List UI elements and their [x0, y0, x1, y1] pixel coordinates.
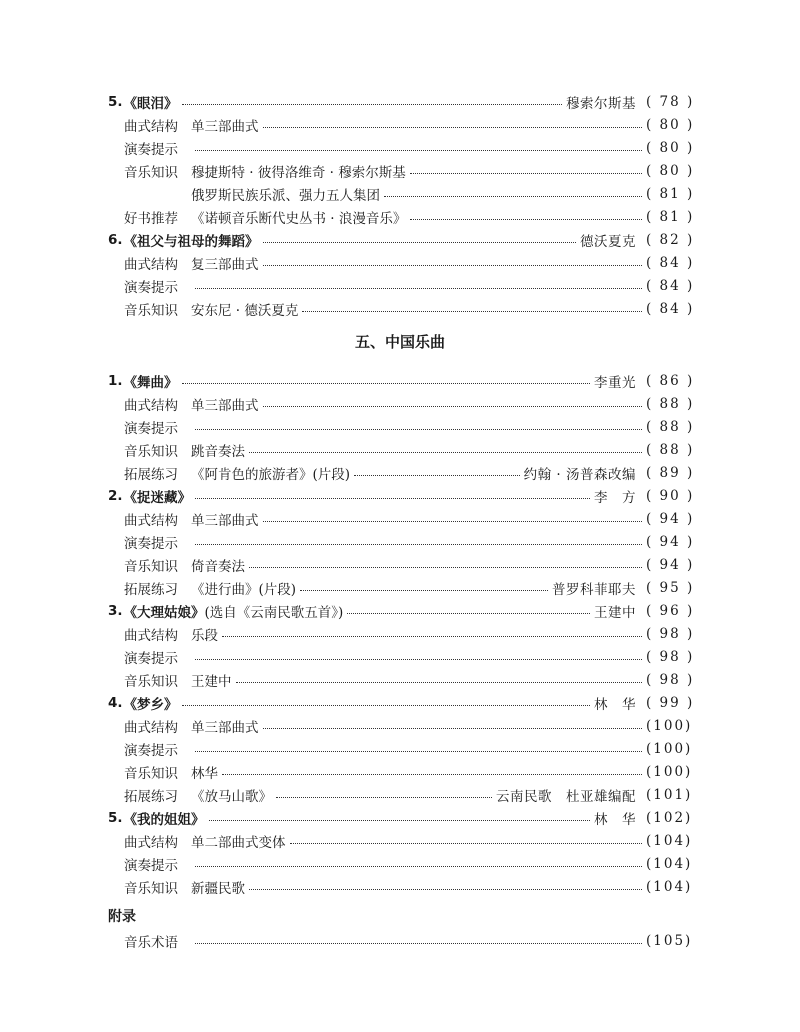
entry-category: 音乐知识 [124, 765, 178, 782]
entry-author: 穆索尔斯基 [566, 95, 636, 112]
entry-text: 单三部曲式 [191, 397, 259, 414]
dot-leader [236, 682, 643, 683]
entry-number: 3. [108, 602, 123, 619]
entry-category: 曲式结构 [124, 512, 178, 529]
entry-title: 《大理姑娘》 [123, 604, 205, 621]
entry-category: 曲式结构 [124, 118, 178, 135]
entry-category: 音乐知识 [124, 164, 178, 181]
entry-author: 林 华 [594, 811, 636, 828]
dot-leader [195, 866, 642, 867]
page-number: (104) [646, 878, 693, 895]
page-number: ( 98 ) [646, 671, 695, 688]
entry-category: 演奏提示 [124, 279, 178, 296]
entry-author: 林 华 [594, 696, 636, 713]
dot-leader [410, 219, 642, 220]
dot-leader [263, 242, 576, 243]
entry-category: 演奏提示 [124, 420, 178, 437]
toc-subentry [124, 274, 695, 297]
entry-title: 《捉迷藏》 [123, 489, 192, 506]
toc-subentry [124, 875, 692, 898]
entry-title: 《我的姐姐》 [123, 811, 205, 828]
dot-leader [249, 452, 642, 453]
page-number: ( 88 ) [646, 441, 695, 458]
page-number: ( 94 ) [646, 510, 695, 527]
dot-leader [263, 521, 643, 522]
entry-text: 穆捷斯特 · 彼得洛维奇 · 穆索尔斯基 [191, 164, 406, 181]
entry-number: 4. [108, 694, 123, 711]
dot-leader [182, 383, 590, 384]
entry-text: 林华 [191, 765, 218, 782]
entry-category: 拓展练习 [124, 581, 178, 598]
entry-category: 曲式结构 [124, 719, 178, 736]
toc-subentry [124, 251, 695, 274]
entry-category: 音乐知识 [124, 558, 178, 575]
entry-category: 音乐知识 [124, 443, 178, 460]
toc-subentry [124, 783, 692, 806]
toc-entry [108, 228, 695, 251]
toc-subentry [124, 714, 692, 737]
dot-leader [195, 150, 642, 151]
dot-leader [302, 311, 642, 312]
dot-leader [209, 820, 590, 821]
page-number: ( 84 ) [646, 254, 695, 271]
dot-leader [195, 498, 590, 499]
entry-number: 5. [108, 93, 123, 110]
entry-category: 好书推荐 [124, 210, 178, 227]
toc-subentry [124, 929, 692, 952]
page-number: (105) [646, 932, 693, 949]
page-number: ( 94 ) [646, 556, 695, 573]
entry-text: 《放马山歌》 [191, 788, 272, 805]
toc-subentry [124, 297, 695, 320]
page-number: ( 80 ) [646, 162, 695, 179]
toc-subentry [124, 737, 692, 760]
page-number: ( 99 ) [646, 694, 695, 711]
entry-category: 曲式结构 [124, 627, 178, 644]
entry-category: 拓展练习 [124, 788, 178, 805]
page-number: (102) [646, 809, 693, 826]
page-number: ( 81 ) [646, 185, 695, 202]
entry-category: 音乐知识 [124, 880, 178, 897]
toc-subentry [124, 852, 692, 875]
dot-leader [300, 590, 548, 591]
entry-text: 《阿肯色的旅游者》(片段) [191, 466, 351, 483]
dot-leader [195, 544, 642, 545]
dot-leader [195, 659, 642, 660]
dot-leader [222, 774, 642, 775]
entry-category: 曲式结构 [124, 397, 178, 414]
entry-title: 《眼泪》 [123, 95, 178, 112]
entry-author: 李 方 [594, 489, 636, 506]
appendix-title: 附录 [108, 909, 136, 925]
page-number: ( 81 ) [646, 208, 695, 225]
page-number: ( 96 ) [646, 602, 695, 619]
dot-leader [195, 429, 642, 430]
page-number: ( 84 ) [646, 300, 695, 317]
entry-title: 《梦乡》 [123, 696, 178, 713]
page-number: (101) [646, 786, 693, 803]
entry-text: 安东尼 · 德沃夏克 [191, 302, 299, 319]
entry-number: 1. [108, 372, 123, 389]
entry-category: 演奏提示 [124, 141, 178, 158]
dot-leader [410, 173, 642, 174]
dot-leader [195, 751, 642, 752]
entry-category: 曲式结构 [124, 834, 178, 851]
dot-leader [182, 104, 562, 105]
dot-leader [290, 843, 643, 844]
dot-leader [263, 728, 643, 729]
dot-leader [195, 943, 642, 944]
entry-source: (选自《云南民歌五首》) [204, 604, 344, 621]
entry-author: 约翰 · 汤普森改编 [523, 466, 636, 483]
entry-number: 2. [108, 487, 123, 504]
toc-subentry [124, 829, 692, 852]
dot-leader [263, 406, 643, 407]
toc-entry [108, 484, 695, 507]
page-number: ( 80 ) [646, 139, 695, 156]
dot-leader [249, 567, 642, 568]
entry-text: 乐段 [191, 627, 218, 644]
entry-text: 复三部曲式 [191, 256, 259, 273]
dot-leader [347, 613, 590, 614]
toc-subentry [124, 136, 695, 159]
entry-text: 跳音奏法 [191, 443, 245, 460]
dot-leader [195, 288, 642, 289]
toc-subentry [124, 622, 695, 645]
entry-text: 俄罗斯民族乐派、强力五人集团 [191, 187, 380, 204]
entry-category: 演奏提示 [124, 650, 178, 667]
page-number: ( 78 ) [646, 93, 695, 110]
page-number: (104) [646, 832, 693, 849]
dot-leader [222, 636, 642, 637]
entry-title: 《舞曲》 [123, 374, 178, 391]
page-number: ( 80 ) [646, 116, 695, 133]
entry-text: 王建中 [191, 673, 232, 690]
page-number: ( 90 ) [646, 487, 695, 504]
dot-leader [354, 475, 520, 476]
toc-subentry [191, 182, 695, 205]
entry-text: 倚音奏法 [191, 558, 245, 575]
entry-author: 普罗科菲耶夫 [552, 581, 636, 598]
entry-author: 云南民歌 杜亚雄编配 [496, 788, 636, 805]
entry-category: 音乐知识 [124, 673, 178, 690]
page-number: (100) [646, 740, 693, 757]
toc-entry [108, 369, 695, 392]
entry-category: 曲式结构 [124, 256, 178, 273]
dot-leader [263, 127, 643, 128]
page-number: ( 88 ) [646, 395, 695, 412]
page-number: ( 82 ) [646, 231, 695, 248]
dot-leader [384, 196, 642, 197]
toc-entry [108, 90, 695, 113]
toc-subentry [124, 553, 695, 576]
entry-category: 演奏提示 [124, 742, 178, 759]
toc-subentry [124, 645, 695, 668]
section-title: 五、中国乐曲 [354, 333, 445, 351]
toc-subentry [124, 415, 695, 438]
page-number: (104) [646, 855, 693, 872]
dot-leader [276, 797, 492, 798]
toc-subentry [124, 159, 695, 182]
dot-leader [249, 889, 642, 890]
toc-entry [108, 691, 695, 714]
entry-text: 单三部曲式 [191, 719, 259, 736]
entry-category: 拓展练习 [124, 466, 178, 483]
entry-category: 演奏提示 [124, 857, 178, 874]
entry-text: 《进行曲》(片段) [191, 581, 297, 598]
toc-subentry [124, 461, 695, 484]
entry-author: 王建中 [594, 604, 636, 621]
entry-number: 6. [108, 231, 123, 248]
toc-subentry [124, 530, 695, 553]
entry-category: 音乐术语 [124, 934, 178, 951]
dot-leader [182, 705, 590, 706]
toc-subentry [124, 507, 695, 530]
entry-text: 单三部曲式 [191, 512, 259, 529]
dot-leader [263, 265, 643, 266]
entry-text: 单三部曲式 [191, 118, 259, 135]
page-number: ( 84 ) [646, 277, 695, 294]
entry-author: 李重光 [594, 374, 636, 391]
toc-subentry [124, 576, 695, 599]
page-number: ( 98 ) [646, 648, 695, 665]
entry-text: 单二部曲式变体 [191, 834, 286, 851]
toc-subentry [124, 113, 695, 136]
toc-subentry [124, 438, 695, 461]
page-number: ( 86 ) [646, 372, 695, 389]
entry-category: 音乐知识 [124, 302, 178, 319]
entry-title: 《祖父与祖母的舞蹈》 [123, 233, 259, 250]
page-number: ( 89 ) [646, 464, 695, 481]
toc-subentry [124, 205, 695, 228]
entry-category: 演奏提示 [124, 535, 178, 552]
toc-subentry [124, 668, 695, 691]
entry-text: 《诺顿音乐断代史丛书 · 浪漫音乐》 [191, 210, 407, 227]
page-number: (100) [646, 717, 693, 734]
entry-number: 5. [108, 809, 123, 826]
page-number: (100) [646, 763, 693, 780]
page-number: ( 95 ) [646, 579, 695, 596]
toc-subentry [124, 392, 695, 415]
toc-entry [108, 806, 692, 829]
page-number: ( 94 ) [646, 533, 695, 550]
page-number: ( 88 ) [646, 418, 695, 435]
entry-author: 德沃夏克 [580, 233, 636, 250]
toc-entry [108, 599, 695, 622]
page-number: ( 98 ) [646, 625, 695, 642]
entry-text: 新疆民歌 [191, 880, 245, 897]
toc-subentry [124, 760, 692, 783]
